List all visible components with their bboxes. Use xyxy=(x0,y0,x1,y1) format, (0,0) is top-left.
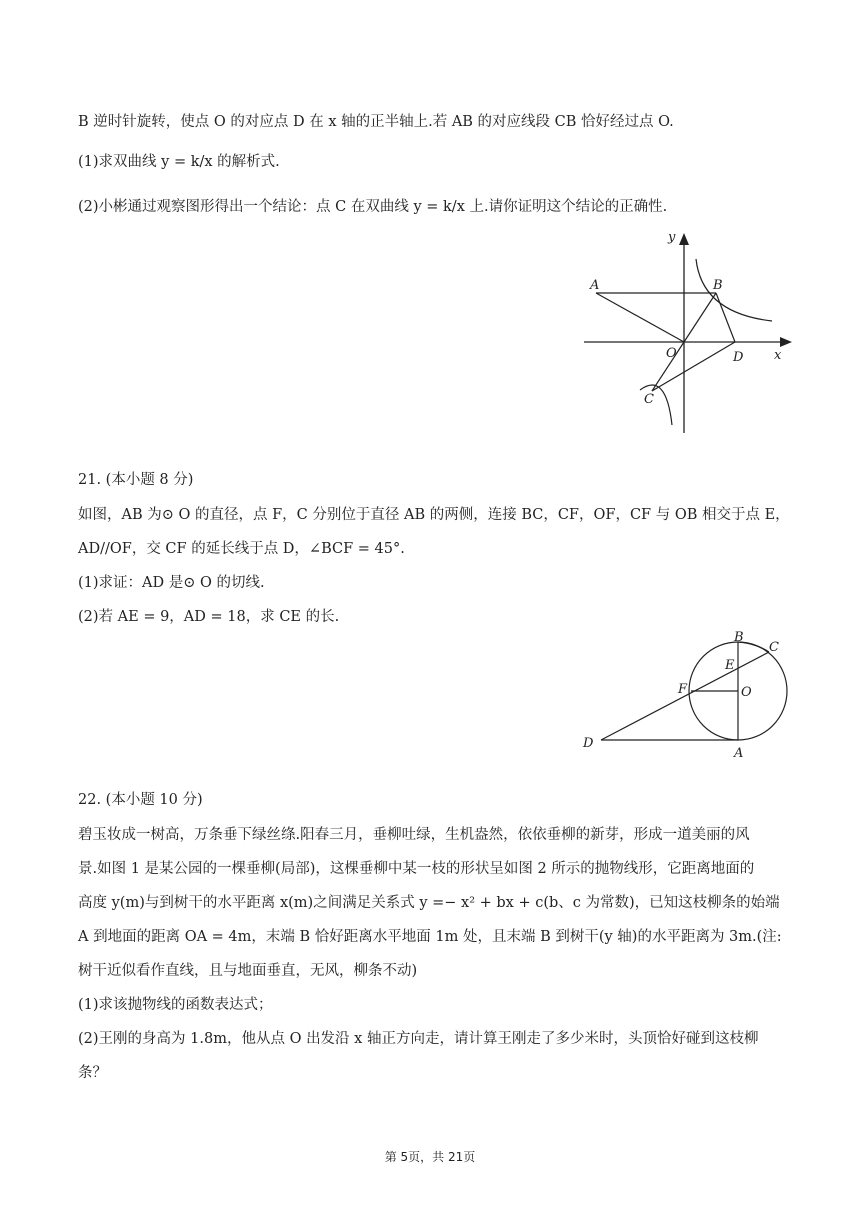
label-C: C xyxy=(769,640,779,655)
q21-line-2: AD//OF，交 CF 的延长线于点 D，∠BCF = 45°. xyxy=(78,541,405,557)
q22-line-3: 高度 y(m)与到树干的水平距离 x(m)之间满足关系式 y =− x² + bx + c(b、c 为常数)，已知这枝柳条的始端 xyxy=(78,895,780,911)
q21-part-2: (2)若 AE = 9，AD = 18，求 CE 的长. xyxy=(78,609,340,625)
q22-line-5: 树干近似看作直线，且与地面垂直，无风，柳条不动) xyxy=(78,963,418,979)
q21-heading: 21. (本小题 8 分) xyxy=(78,472,194,488)
label-B: B xyxy=(713,278,723,293)
q20-part-2: (2)小彬通过观察图形得出一个结论：点 C 在双曲线 y = k/x 上.请你证明这个结论的正确性. xyxy=(78,199,668,215)
label-E: E xyxy=(725,658,735,673)
q22-line-4: A 到地面的距离 OA = 4m，末端 B 恰好距离水平地面 1m 处，且末端 B 到树干(y 轴)的水平距离为 3m.(注: xyxy=(78,929,782,945)
q21-line-1: 如图，AB 为⊙ O 的直径，点 F，C 分别位于直径 AB 的两侧，连接 BC，CF，OF，CF 与 OB 相交于点 E， xyxy=(78,507,790,523)
q21-part-1: (1)求证：AD 是⊙ O 的切线. xyxy=(78,575,265,591)
q21-figure-circle xyxy=(575,625,800,765)
label-O: O xyxy=(741,685,752,700)
label-O: O xyxy=(666,346,677,361)
label-y-axis: y xyxy=(668,230,676,245)
label-F: F xyxy=(678,682,688,697)
label-x-axis: x xyxy=(774,348,782,363)
label-D: D xyxy=(583,736,594,751)
q22-heading: 22. (本小题 10 分) xyxy=(78,792,203,808)
label-C: C xyxy=(644,392,654,407)
q20-figure-hyperbola xyxy=(580,225,795,440)
q22-part-1: (1)求该抛物线的函数表达式； xyxy=(78,997,273,1013)
q20-line-1: B 逆时针旋转，使点 O 的对应点 D 在 x 轴的正半轴上.若 AB 的对应线段 CB 恰好经过点 O. xyxy=(78,114,674,130)
q22-line-1: 碧玉妆成一树高，万条垂下绿丝绦.阳春三月，垂柳吐绿，生机盎然，依依垂柳的新芽，形成一道美丽的风 xyxy=(78,827,750,843)
q20-part-1: (1)求双曲线 y = k/x 的解析式. xyxy=(78,154,280,170)
label-A: A xyxy=(734,746,744,761)
q22-line-2: 景.如图 1 是某公园的一棵垂柳(局部)，这棵垂柳中某一枝的形状呈如图 2 所示的抛物线形，它距离地面的 xyxy=(78,861,755,877)
q22-line-8: 条？ xyxy=(78,1065,107,1081)
label-A: A xyxy=(590,278,600,293)
page-number: 第 5页，共 21页 xyxy=(384,1150,476,1164)
label-D: D xyxy=(733,350,744,365)
q22-part-2: (2)王刚的身高为 1.8m，他从点 O 出发沿 x 轴正方向走，请计算王刚走了多少米时，头顶恰好碰到这枝柳 xyxy=(78,1031,759,1047)
label-B: B xyxy=(734,630,744,645)
